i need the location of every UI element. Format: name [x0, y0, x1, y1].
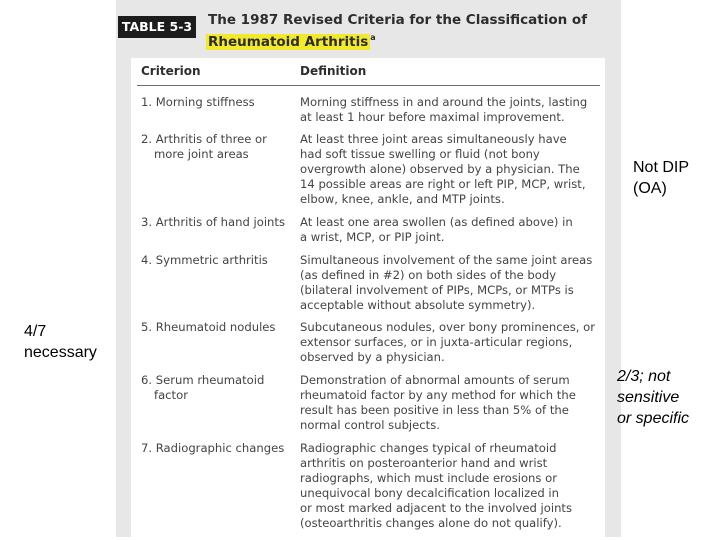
definition-3: At least one area swollen (as defined above) in a wrist, MCP, or PIP joint. [300, 215, 573, 244]
note-not-dip: Not DIP (OA) [633, 159, 690, 197]
definition-7: Radiographic changes typical of rheumatoid arthritis on posteroanterior hand and wrist radiographs, which must include erosions or unequivocal bony decalcification localized in or most marked adjacent to the involved joints (osteoarthritis changes alone do not qualify). [300, 441, 573, 530]
criterion-6: 6. Serum rheumatoid factor [141, 373, 265, 402]
title-footnote-marker: a [370, 33, 376, 42]
column-header-definition: Definition [300, 64, 367, 78]
definition-1: Morning stiffness in and around the joints, lasting at least 1 hour before maximal improvement. [300, 95, 588, 124]
criterion-2: 2. Arthritis of three or more joint areas [141, 132, 267, 161]
criterion-5: 5. Rheumatoid nodules [141, 320, 276, 334]
definition-6: Demonstration of abnormal amounts of serum rheumatoid factor by any method for which the result has been positive in less than 5% of the normal control subjects. [300, 373, 576, 432]
definition-2: At least three joint areas simultaneously have had soft tissue swelling or fluid (not bony overgrowth alone) observed by a physician. The 14 possible areas are right or left PIP, MCP, wrist, elbow, knee, ankle, and MTP joints. [300, 132, 586, 206]
column-header-criterion: Criterion [141, 64, 201, 78]
criterion-7: 7. Radiographic changes [141, 441, 285, 455]
table-number-label: TABLE 5-3 [118, 16, 196, 38]
note-two-of-three: 2/3; not sensitive or specific [617, 368, 690, 427]
table-title [208, 12, 587, 51]
table-title-line-1: The 1987 Revised Criteria for the Classification of [208, 12, 588, 28]
header-rule [137, 85, 600, 86]
criterion-4: 4. Symmetric arthritis [141, 253, 268, 267]
table-title-line-2-highlight: Rheumatoid Arthritis [208, 33, 369, 50]
definition-4: Simultaneous involvement of the same joint areas (as defined in #2) on both sides of the body (bilateral involvement of PIPs, MCPs, or MTPs is acceptable without absolute symmetry). [300, 253, 593, 312]
criterion-1: 1. Morning stiffness [141, 95, 255, 109]
definition-5: Subcutaneous nodules, over bony prominences, or extensor surfaces, or in juxta-articular regions, observed by a physician. [300, 320, 595, 364]
criterion-3: 3. Arthritis of hand joints [141, 215, 285, 229]
note-four-of-seven: 4/7 necessary [24, 323, 97, 361]
